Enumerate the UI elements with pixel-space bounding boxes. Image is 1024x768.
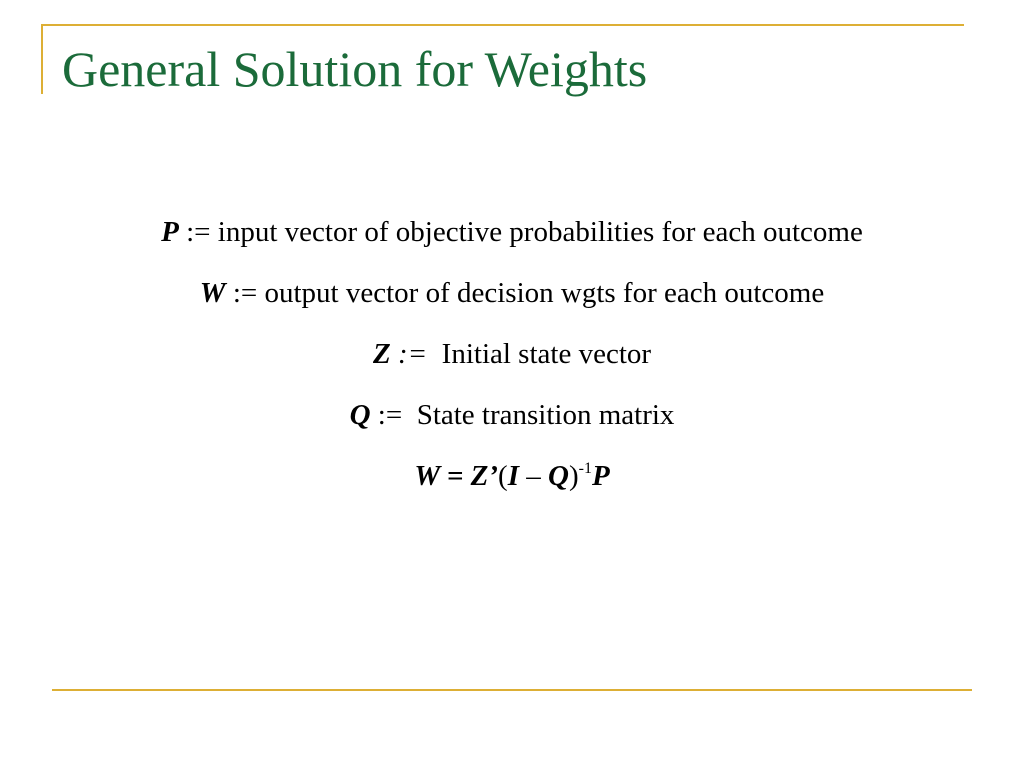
definition-q <box>0 391 1024 452</box>
formula-equals: = <box>439 460 471 492</box>
weights-formula <box>0 452 1024 513</box>
definition-symbol: P <box>161 216 179 248</box>
definition-operator: := <box>178 216 218 248</box>
definition-symbol: Q <box>349 399 371 431</box>
slide-title: General Solution for Weights <box>62 41 648 97</box>
formula-identity: I <box>507 460 519 492</box>
title-accent-rule-left <box>41 24 43 94</box>
title-accent-rule-top <box>41 24 964 26</box>
definition-symbol: Z <box>372 338 391 370</box>
definition-description: Initial state vector <box>441 338 652 370</box>
formula-w: W <box>414 460 440 492</box>
definition-symbol: W <box>199 277 226 309</box>
formula-p: P <box>591 460 610 492</box>
definition-operator: := <box>390 338 442 370</box>
definition-p <box>0 208 1024 269</box>
formula-q: Q <box>547 460 569 492</box>
formula-z-prime: Z’ <box>470 460 499 492</box>
formula-open-paren: ( <box>498 460 508 492</box>
definition-w <box>0 269 1024 330</box>
definition-operator: := <box>225 277 265 309</box>
definition-operator: := <box>370 399 417 431</box>
definition-z <box>0 330 1024 391</box>
formula-exponent: -1 <box>578 460 592 477</box>
formula-minus: – <box>518 460 548 492</box>
definition-description: State transition matrix <box>416 399 675 431</box>
formula-close-paren: ) <box>568 460 579 492</box>
footer-accent-rule <box>52 689 972 691</box>
definitions-block <box>0 208 1024 513</box>
definition-description: output vector of decision wgts for each outcome <box>264 277 825 309</box>
definition-description: input vector of objective probabilities for each outcome <box>217 216 863 248</box>
